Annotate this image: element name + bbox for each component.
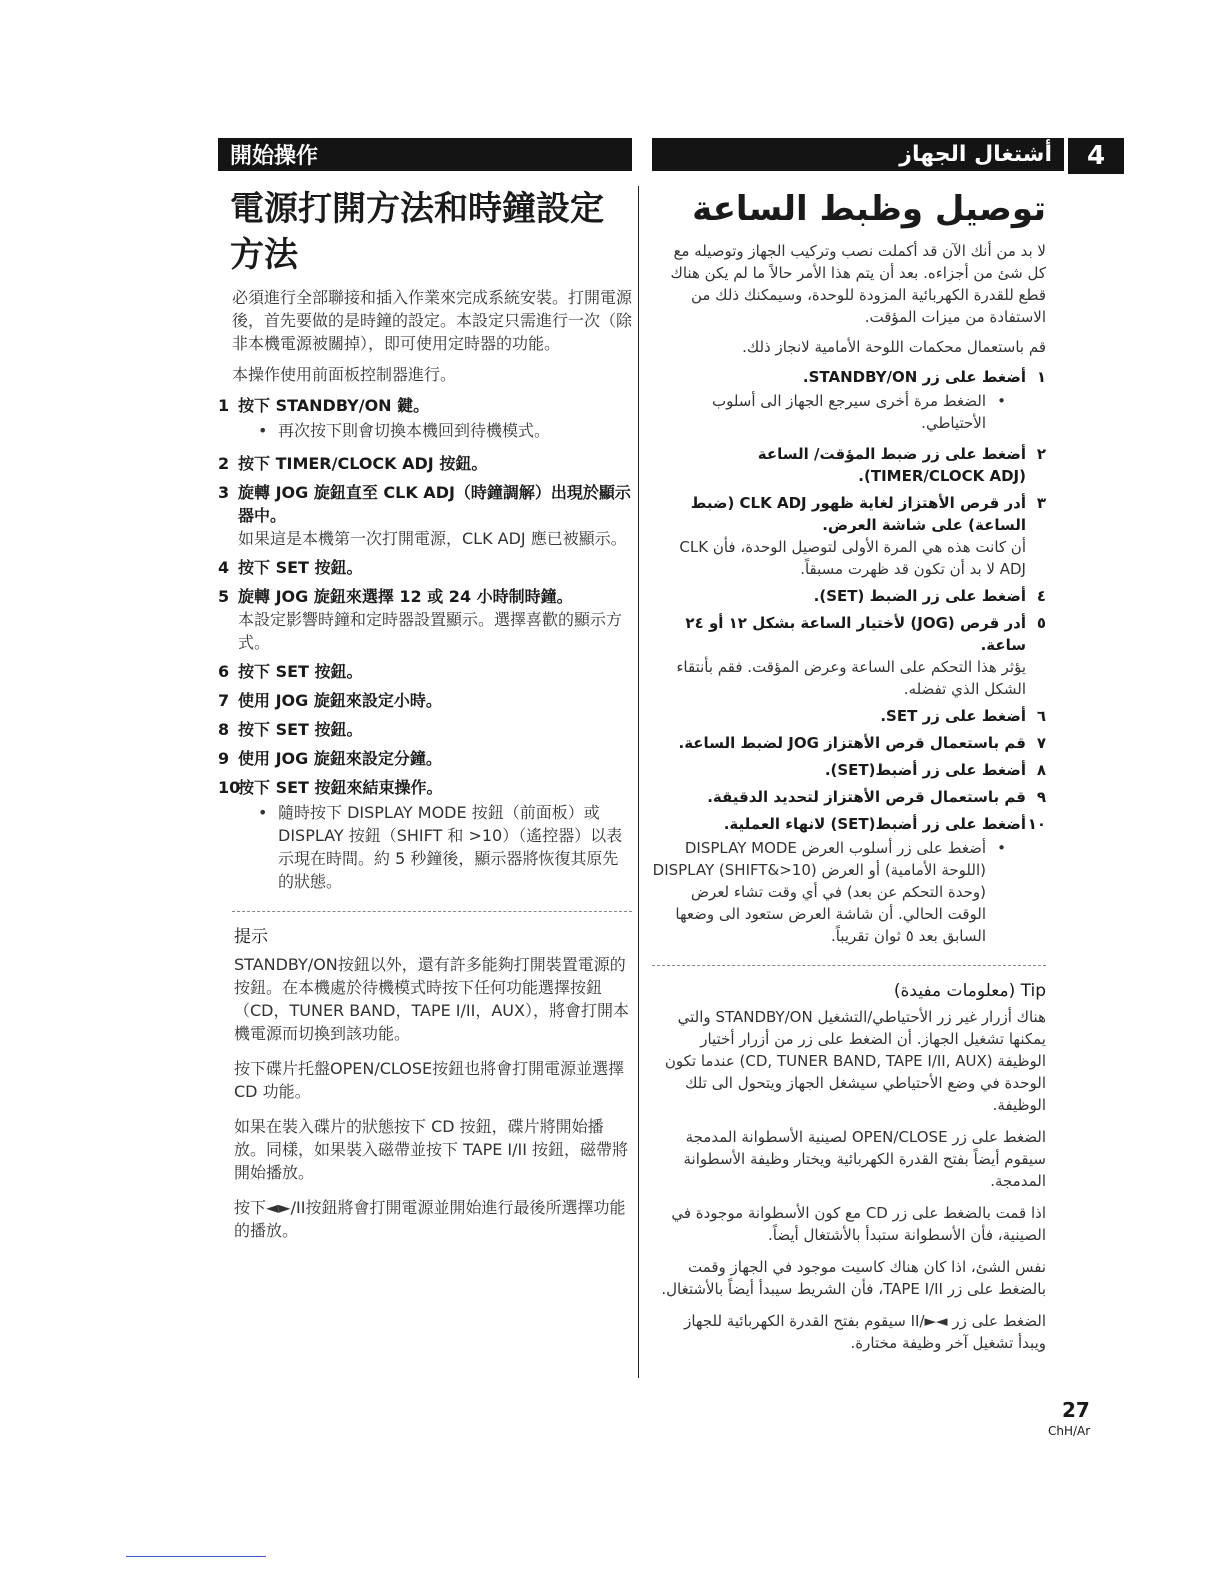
tip-paragraph: 按下◄►/II按鈕將會打開電源並開始進行最後所選擇功能的播放。 <box>234 1198 626 1240</box>
step-number: ٢ <box>1036 445 1046 463</box>
step-text: قم باستعمال قرص الأهتزاز JOG لضبط الساعة. <box>678 734 1026 752</box>
step-text: أضغط على زر STANDBY/ON. <box>802 368 1026 386</box>
step-item <box>652 443 1046 487</box>
step-text: أدر قرص (JOG) لأختيار الساعة بشكل ١٢ أو ٢٤ ساعة. <box>685 614 1026 654</box>
step-text: أدر قرص الأهتزاز لغاية ظهور CLK ADJ (ضبط الساعة) على شاشة العرض. <box>690 494 1026 534</box>
step-number: 4 <box>218 558 230 577</box>
bullet-icon: • <box>997 392 1006 410</box>
step-number: ٥ <box>1036 614 1046 632</box>
tip-paragraph: اذا قمت بالضغط على زر CD مع كون الأسطوانة موجودة في الصينية، فأن الأسطوانة ستبدأ بالأشتغال أيضاً. <box>671 1204 1046 1244</box>
chapter-number: 4 <box>1068 138 1124 174</box>
tip-paragraph: هناك أزرار غير زر الأحتياطي/التشغيل STANDBY/ON والتي يمكنها تشغيل الجهاز. أن الضغط على زر من أزرار أختيار الوظيفة (CD, TUNER BAND, TAPE I/II, AUX) عندما تكون الوحدة في وضع الأحتياطي سيشغل الجهاز ويتحول الى تلك الوظيفة. <box>664 1008 1046 1114</box>
column-divider <box>638 186 639 1378</box>
step-text: 使用 JOG 旋鈕來設定分鐘。 <box>238 749 442 768</box>
step-text: 按下 TIMER/CLOCK ADJ 按鈕。 <box>238 454 488 473</box>
step-number: 9 <box>218 749 230 768</box>
step-number: 8 <box>218 720 230 739</box>
step-item <box>218 660 632 683</box>
step-text: أضغط على زر ضبط المؤقت/ الساعة (TIMER/CLOCK ADJ). <box>757 445 1026 485</box>
bullet-icon: • <box>258 421 268 440</box>
step-item <box>652 585 1046 607</box>
step-bullet <box>652 837 1006 947</box>
tip-paragraph: الضغط على زر OPEN/CLOSE لصينية الأسطوانة المدمجة سيقوم أيضاً بفتح القدرة الكهربائية ويختار وظيفة الأسطوانة المدمجة. <box>683 1128 1046 1190</box>
step-bullet <box>258 419 632 442</box>
bullet-icon: • <box>258 803 268 822</box>
step-item <box>652 492 1046 580</box>
step-item <box>652 759 1046 781</box>
intro-paragraph: لا بد من أنك الآن قد أكملت نصب وتركيب الجهاز وتوصيله مع كل شئ من أجزاءه. بعد أن يتم هذا الأمر حالاً ما لم يكن هناك قطع للقدرة الكهربائية المزودة للوحدة، وسيمكنك ذلك من الاستفادة من ميزات المؤقت. <box>670 242 1046 326</box>
step-subtext: 本設定影響時鐘和定時器設置顯示。選擇喜歡的顯示方式。 <box>238 610 623 652</box>
step-item <box>652 813 1046 951</box>
bullet-text: الضغط مرة أخرى سيرجع الجهاز الى أسلوب الأحتياطي. <box>711 392 986 432</box>
step-item <box>652 705 1046 727</box>
step-number: ٩ <box>1036 788 1046 806</box>
left-column <box>218 186 632 1254</box>
step-item <box>652 786 1046 808</box>
tip-paragraph: STANDBY/ON按鈕以外，還有許多能夠打開裝置電源的按鈕。在本機處於待機模式時按下任何功能選擇按鈕（CD，TUNER BAND，TAPE I/II，AUX），將會打開本機電源而切換到該功能。 <box>234 955 629 1043</box>
step-text: 使用 JOG 旋鈕來設定小時。 <box>238 691 442 710</box>
step-text: 旋轉 JOG 旋鈕直至 CLK ADJ（時鐘調解）出現於顯示器中。 <box>238 483 631 525</box>
step-item <box>218 689 632 712</box>
step-number: 3 <box>218 483 230 502</box>
left-section-header <box>218 138 632 171</box>
step-text: 旋轉 JOG 旋鈕來選擇 12 或 24 小時制時鐘。 <box>238 587 573 606</box>
bullet-icon: • <box>997 839 1006 857</box>
step-item <box>652 732 1046 754</box>
step-number: 2 <box>218 454 230 473</box>
step-item <box>218 452 632 475</box>
step-item <box>652 366 1046 438</box>
tip-paragraph: 如果在裝入碟片的狀態按下 CD 按鈕，碟片將開始播放。同樣，如果裝入磁帶並按下 TAPE I/II 按鈕，磁帶將開始播放。 <box>234 1117 629 1182</box>
right-section-header <box>652 138 1064 171</box>
step-item <box>218 747 632 770</box>
section-divider <box>232 911 632 912</box>
step-text: أضغط على زر أضبط(SET) لانهاء العملية. <box>723 815 1026 833</box>
step-item <box>218 776 632 897</box>
step-item <box>652 612 1046 700</box>
bullet-text: 隨時按下 DISPLAY MODE 按鈕（前面板）或 DISPLAY 按鈕（SHIFT 和 >10）（遙控器）以表示現在時間。約 5 秒鐘後，顯示器將恢復其原先的狀態。 <box>278 803 623 891</box>
step-item <box>218 394 632 446</box>
bullet-text: أضغط على زر أسلوب العرض DISPLAY MODE (اللوحة الأمامية) أو العرض DISPLAY (SHIFT&>10) (وحدة التحكم عن بعد) في أي وقت تشاء لعرض الوقت الحالي. أن شاشة العرض ستعود الى وضعها السابق بعد ٥ ثوان تقريباً. <box>652 839 986 945</box>
panel-note: قم باستعمال محكمات اللوحة الأمامية لانجاز ذلك. <box>742 338 1046 356</box>
page-title-zh: 電源打開方法和時鐘設定方法 <box>230 189 604 275</box>
step-number: ٨ <box>1036 761 1046 779</box>
intro-paragraph: 必須進行全部聯接和插入作業來完成系統安裝。打開電源後，首先要做的是時鐘的設定。本設定只需進行一次（除非本機電源被關掉），即可使用定時器的功能。 <box>232 288 633 353</box>
steps-list <box>652 366 1046 951</box>
tip-paragraph: 按下碟片托盤OPEN/CLOSE按鈕也將會打開電源並選擇CD 功能。 <box>234 1059 625 1101</box>
step-text: 按下 STANDBY/ON 鍵。 <box>238 396 430 415</box>
step-number: 7 <box>218 691 230 710</box>
section-divider <box>652 965 1046 966</box>
tip-title: Tip (معلومات مفيدة) <box>893 981 1046 1001</box>
steps-list <box>218 394 632 897</box>
tip-paragraph: نفس الشئ، اذا كان هناك كاسيت موجود في الجهاز وقمت بالضغط على زر TAPE I/II، فأن الشريط سيبدأ أيضاً بالأشتغال. <box>661 1258 1046 1298</box>
step-text: أضغط على زر SET. <box>880 707 1026 725</box>
step-number: 1 <box>218 396 230 415</box>
step-text: قم باستعمال قرص الأهتزاز لتحديد الدقيقة. <box>707 788 1026 806</box>
step-subtext: أن كانت هذه هي المرة الأولى لتوصيل الوحدة، فأن CLK ADJ لا بد أن تكون قد ظهرت مسبقاً. <box>679 538 1026 578</box>
left-section-title: 開始操作 <box>230 144 319 169</box>
step-item <box>218 481 632 550</box>
decorative-rule <box>126 1556 266 1557</box>
step-text: 按下 SET 按鈕。 <box>238 720 363 739</box>
step-number: ٧ <box>1036 734 1046 752</box>
step-subtext: يؤثر هذا التحكم على الساعة وعرض المؤقت. فقم بأنتقاء الشكل الذي تفضله. <box>676 658 1026 698</box>
step-number: ٣ <box>1036 494 1046 512</box>
step-text: أضغط على زر أضبط(SET). <box>824 761 1026 779</box>
right-column <box>652 186 1046 1364</box>
step-bullet <box>652 390 1006 434</box>
page-number: 27 <box>1062 1398 1090 1422</box>
step-number: ٦ <box>1036 707 1046 725</box>
right-section-title: أشتغال الجهاز <box>899 142 1052 167</box>
step-number: 5 <box>218 587 230 606</box>
step-item <box>218 585 632 654</box>
page-code: ChH/Ar <box>1048 1424 1091 1438</box>
panel-note: 本操作使用前面板控制器進行。 <box>232 365 457 384</box>
step-item <box>218 718 632 741</box>
tip-title: 提示 <box>234 927 268 947</box>
bullet-text: 再次按下則會切換本機回到待機模式。 <box>278 421 551 440</box>
step-number: 10 <box>218 778 241 797</box>
page-title-ar: توصيل وظبط الساعة <box>692 189 1046 229</box>
step-number: ١٠ <box>1027 815 1046 833</box>
step-number: ١ <box>1036 368 1046 386</box>
step-bullet <box>258 801 632 893</box>
step-number: ٤ <box>1036 587 1046 605</box>
step-item <box>218 556 632 579</box>
step-text: 按下 SET 按鈕來結束操作。 <box>238 778 443 797</box>
step-number: 6 <box>218 662 230 681</box>
tip-paragraph: الضغط على زر ◄►/II سيقوم بفتح القدرة الكهربائية للجهاز ويبدأ تشغيل آخر وظيفة مختارة. <box>684 1312 1046 1352</box>
step-text: 按下 SET 按鈕。 <box>238 558 363 577</box>
step-subtext: 如果這是本機第一次打開電源，CLK ADJ 應已被顯示。 <box>238 529 627 548</box>
step-text: 按下 SET 按鈕。 <box>238 662 363 681</box>
step-text: أضغط على زر الضبط (SET). <box>813 587 1026 605</box>
